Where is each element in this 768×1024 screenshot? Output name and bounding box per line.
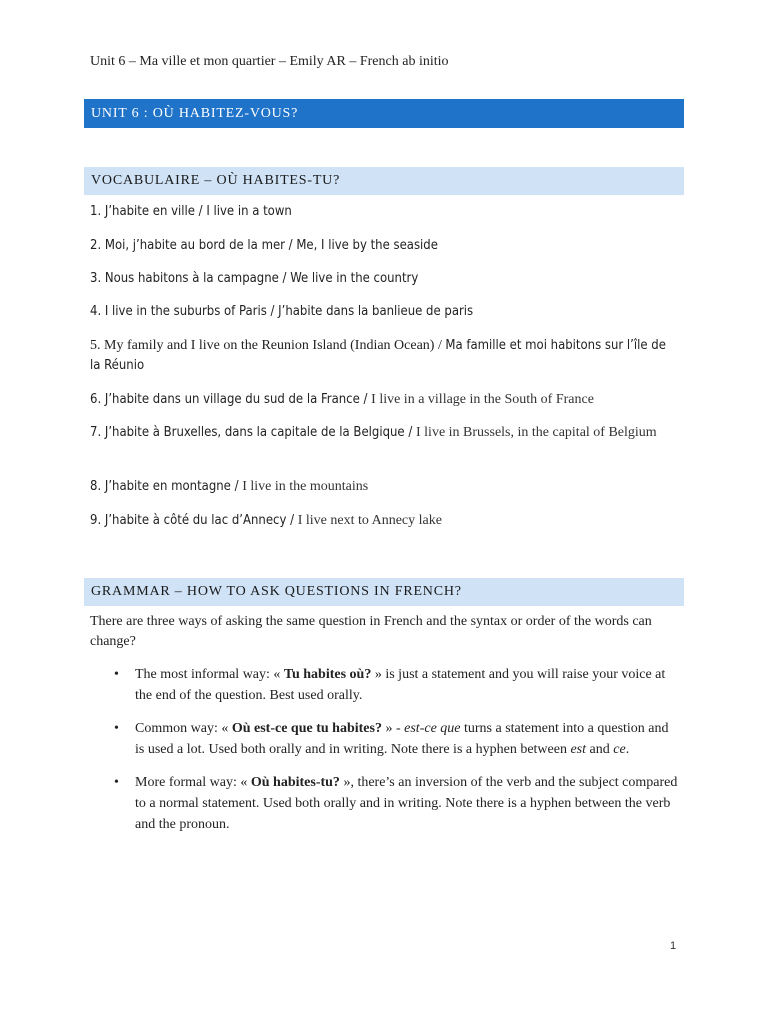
vocab-item-9 (90, 511, 670, 531)
bullet-icon: • (114, 721, 119, 736)
bullet-example: Où est-ce que tu habites? (231, 721, 382, 736)
bullet-informal (90, 664, 680, 706)
vocab-item-translation: I live in Brussels, in the capital of Belgium (416, 425, 657, 440)
bullet-example: Tu habites où? (283, 667, 372, 682)
vocab-item-text: 7. J’habite à Bruxelles, dans la capitale de la Belgique / (90, 425, 416, 440)
bullet-text: » - (381, 721, 405, 736)
bullet-text: turns a statement into a question and is used a lot. Used both orally and in writing. Note there is a hyphen between (135, 721, 669, 757)
bullet-emphasis: ce (613, 742, 626, 757)
vocab-item-text: 6. J’habite dans un village du sud de la France / (90, 392, 372, 407)
vocab-item-translation: I live in the mountains (242, 479, 369, 494)
vocab-item-text: 9. J’habite à côté du lac d’Annecy / (90, 513, 298, 528)
grammar-intro: There are three ways of asking the same question in French and the syntax or order of the words can change? (90, 614, 652, 649)
bullet-icon: • (114, 667, 119, 682)
page-header: Unit 6 – Ma ville et mon quartier – Emily AR – French ab initio (90, 54, 449, 69)
vocab-item-translation: I live in a village in the South of France (371, 392, 594, 407)
vocab-item-text: 4. I live in the suburbs of Paris / J’habite dans la banlieue de paris (90, 304, 474, 319)
vocab-item-text: 3. Nous habitons à la campagne / We live in the country (90, 271, 419, 286)
grammar-bullet-list (90, 664, 680, 847)
bullet-icon: • (114, 775, 119, 790)
unit-title-banner: UNIT 6 : OÙ HABITEZ-VOUS? (84, 99, 684, 128)
vocabulary-section-banner: VOCABULAIRE – OÙ HABITES-TU? (84, 167, 684, 195)
vocab-item-translation: I live next to Annecy lake (297, 513, 442, 528)
vocab-item-text: 8. J’habite en montagne / (90, 479, 243, 494)
bullet-text: More formal way: « (135, 775, 251, 790)
bullet-formal (90, 772, 680, 835)
bullet-text: Common way: « (135, 721, 232, 736)
bullet-text: The most informal way: « (135, 667, 284, 682)
vocab-item-text: 2. Moi, j’habite au bord de la mer / Me, I live by the seaside (90, 238, 438, 253)
bullet-example: Où habites-tu? (250, 775, 340, 790)
vocab-item-4 (90, 302, 670, 322)
vocab-item-1 (90, 202, 670, 222)
vocab-item-5 (90, 336, 670, 376)
bullet-emphasis: est-ce que (404, 721, 461, 736)
bullet-text: . (625, 742, 630, 757)
vocab-item-3 (90, 269, 670, 289)
bullet-text: » is just a statement and you will raise your voice at the end of the question. Best used orally. (135, 667, 666, 703)
grammar-section-banner: GRAMMAR – HOW TO ASK QUESTIONS IN FRENCH? (84, 578, 684, 606)
page-number: 1 (670, 940, 677, 952)
bullet-common (90, 718, 680, 760)
vocab-item-6 (90, 390, 670, 410)
bullet-emphasis: est (570, 742, 587, 757)
bullet-text: », there’s an inversion of the verb and the subject compared to a normal statement. Used both orally and in writing. Note there is a hyphen between the verb and the pronoun. (135, 775, 678, 832)
vocab-item-translation: Ma famille et moi habitons sur l’île de la Réunio (90, 338, 666, 373)
bullet-text: and (586, 742, 614, 757)
vocab-item-2 (90, 236, 670, 256)
vocab-item-8 (90, 477, 670, 497)
vocab-item-7 (90, 423, 670, 443)
vocab-item-text: 1. J’habite en ville / I live in a town (90, 204, 292, 219)
vocab-item-text: 5. My family and I live on the Reunion Island (Indian Ocean) / (90, 338, 446, 353)
